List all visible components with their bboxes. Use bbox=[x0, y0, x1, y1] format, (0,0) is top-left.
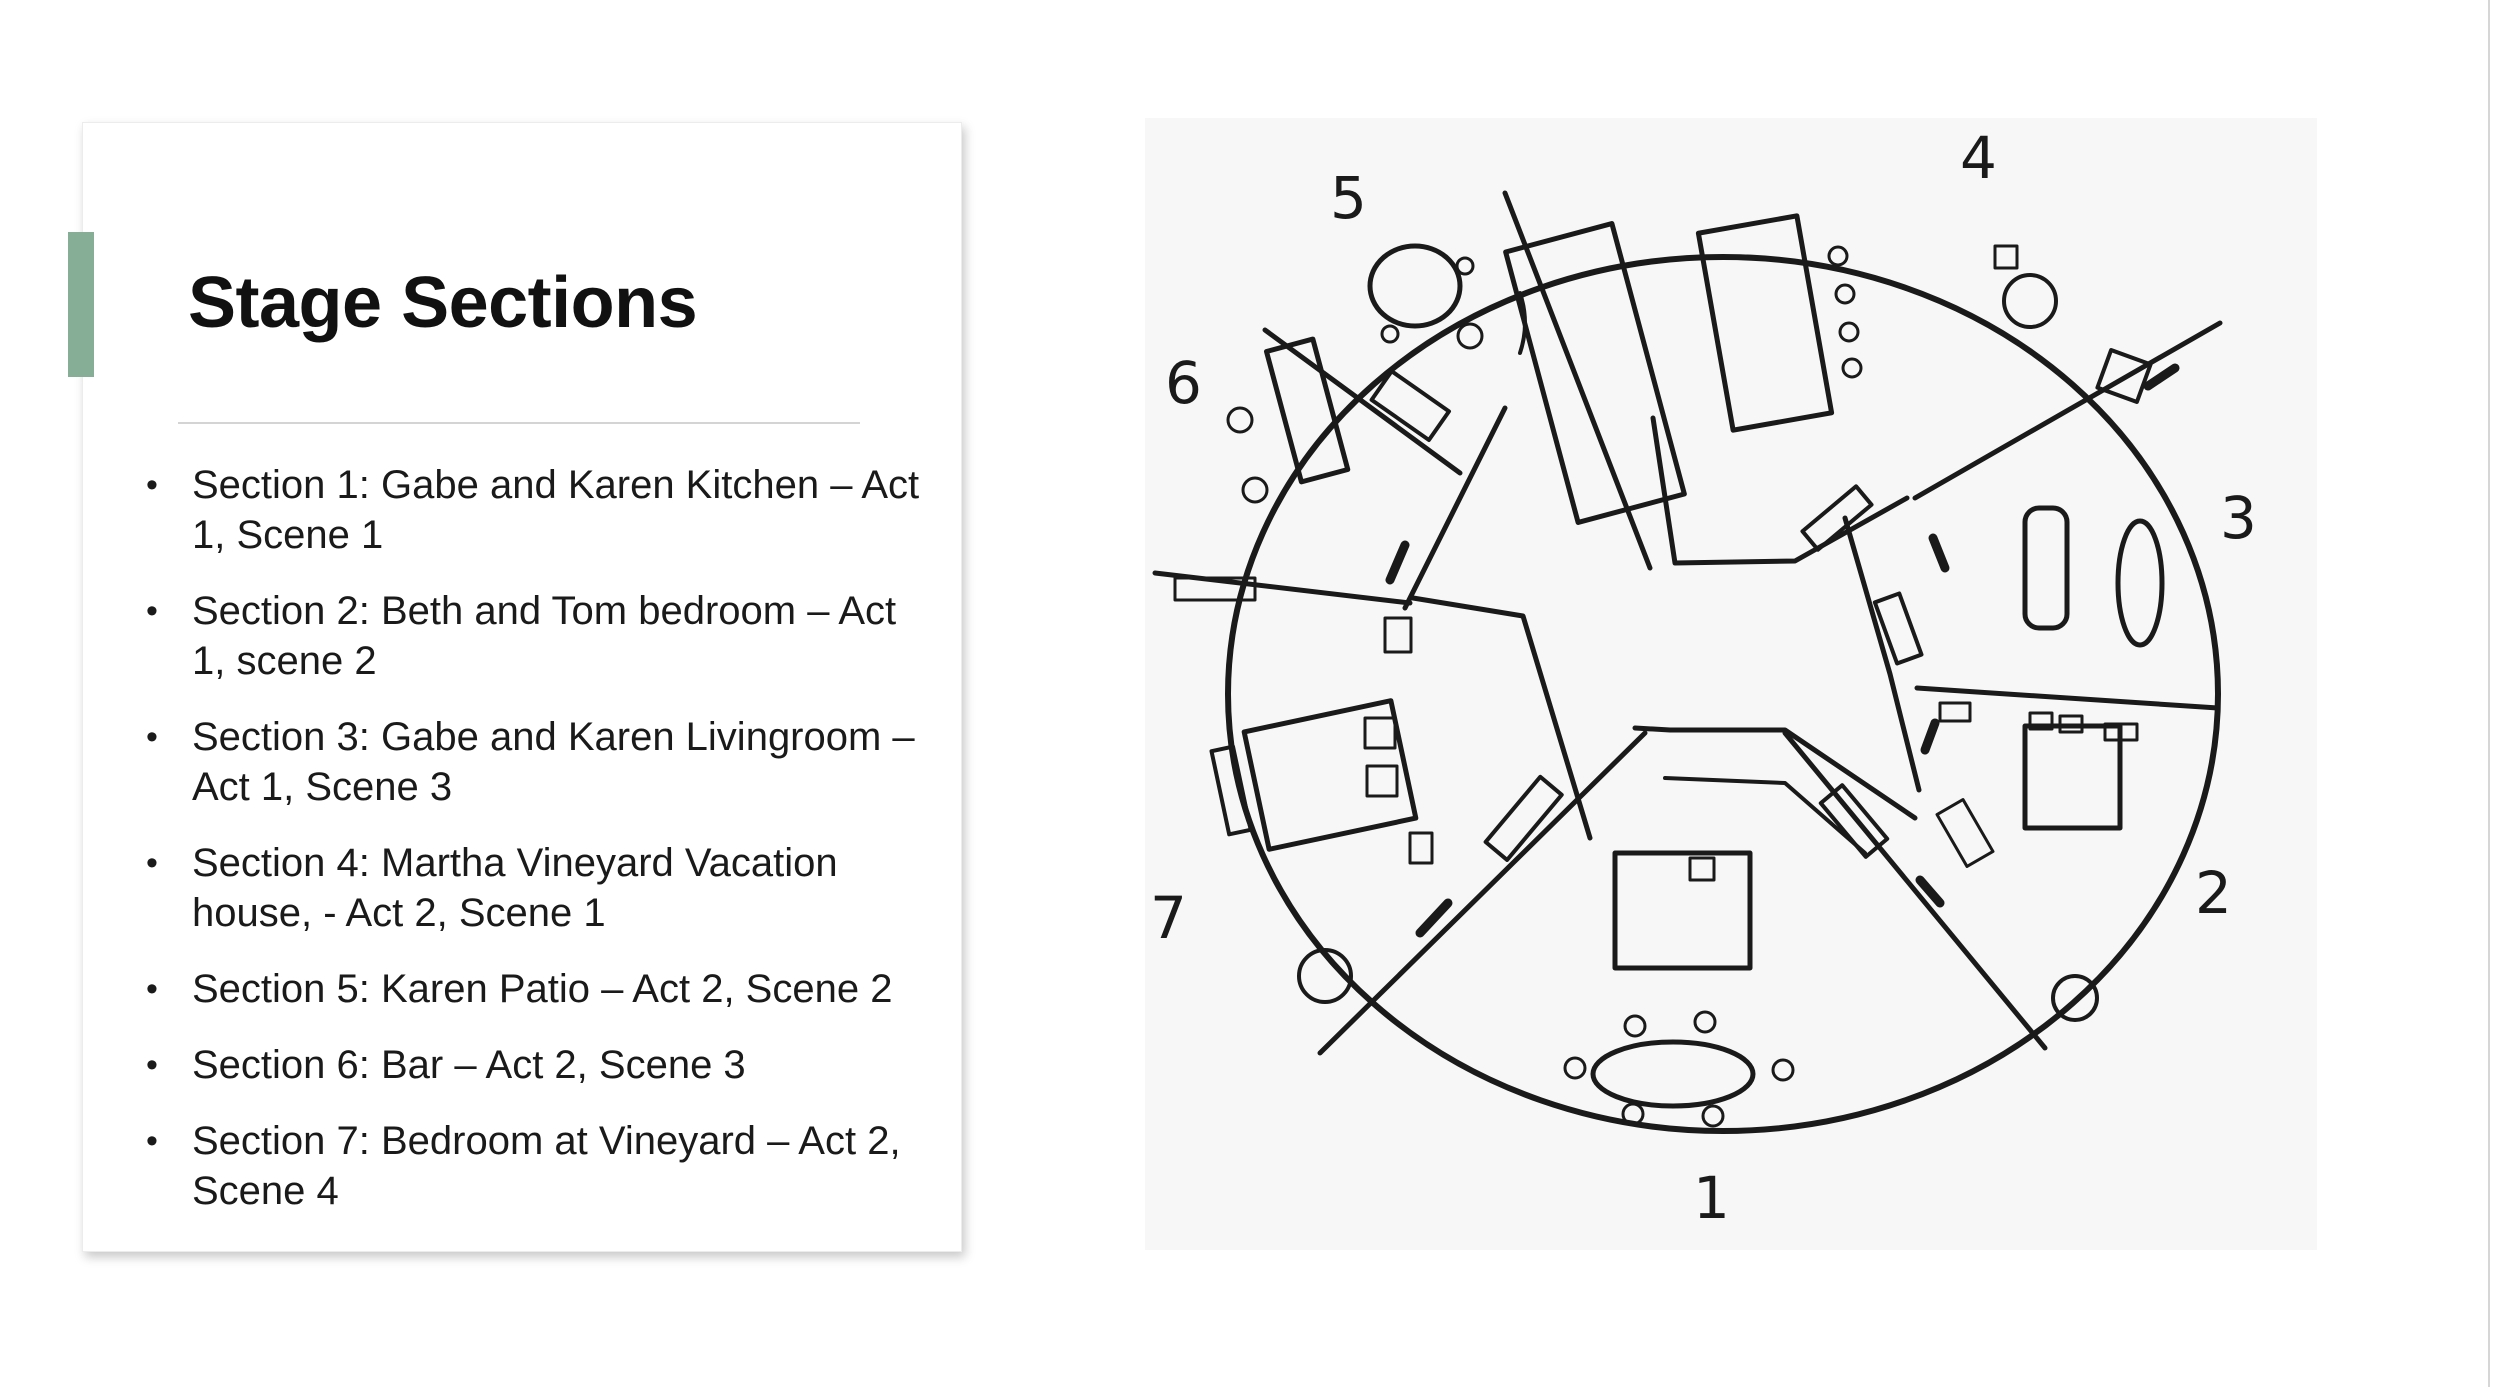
wall-1-7 bbox=[1320, 733, 1645, 1053]
window-edge bbox=[2488, 0, 2490, 1387]
center-wall-bottom bbox=[1635, 728, 1915, 818]
section-text: Section 7: Bedroom at Vineyard – Act 2, Scene 4 bbox=[192, 1119, 901, 1213]
bed-section7 bbox=[1244, 701, 1416, 850]
bullet-icon: • bbox=[146, 1046, 158, 1084]
bullet-icon: • bbox=[146, 844, 158, 882]
bullet-icon: • bbox=[146, 1122, 158, 1160]
section-text: Section 3: Gabe and Karen Livingroom – Act 1, Scene 3 bbox=[192, 715, 915, 809]
title-accent-bar bbox=[68, 232, 94, 377]
sofa bbox=[2025, 508, 2067, 628]
list-item bbox=[140, 1116, 930, 1216]
section-number-1: 1 bbox=[1693, 1164, 1730, 1232]
kitchen-island bbox=[1615, 853, 1750, 968]
list-item bbox=[140, 964, 930, 1014]
section-text: Section 2: Beth and Tom bedroom – Act 1, scene 2 bbox=[192, 589, 897, 683]
list-item bbox=[140, 1040, 930, 1090]
vacation-table bbox=[1698, 216, 1831, 430]
section-text: Section 4: Martha Vineyard Vacation house, - Act 2, Scene 1 bbox=[192, 841, 838, 935]
kitchen-sink bbox=[1690, 858, 1714, 880]
slide-title: Stage Sections bbox=[188, 263, 698, 343]
coffee-table bbox=[2118, 521, 2162, 645]
bullet-icon: • bbox=[146, 970, 158, 1008]
wall-6-7 bbox=[1405, 408, 1505, 608]
section-number-2: 2 bbox=[2195, 859, 2232, 927]
section-number-4: 4 bbox=[1960, 124, 1997, 192]
list-item bbox=[140, 838, 930, 938]
patio-table bbox=[1370, 246, 1460, 326]
list-item bbox=[140, 586, 930, 686]
section-list bbox=[140, 460, 930, 1242]
bullet-icon: • bbox=[146, 718, 158, 756]
title-divider bbox=[178, 422, 860, 424]
center-wall-top bbox=[1653, 418, 1907, 563]
stage-plan-drawing bbox=[1145, 118, 2317, 1250]
list-item bbox=[140, 460, 930, 560]
section-text: Section 1: Gabe and Karen Kitchen – Act 1, Scene 1 bbox=[192, 463, 920, 557]
section-text: Section 5: Karen Patio – Act 2, Scene 2 bbox=[192, 967, 893, 1011]
section-number-5: 5 bbox=[1330, 164, 1367, 232]
bullet-icon: • bbox=[146, 466, 158, 504]
list-item bbox=[140, 712, 930, 812]
section-number-3: 3 bbox=[2220, 484, 2257, 552]
stage-sketch bbox=[1145, 118, 2317, 1250]
dining-table bbox=[1593, 1042, 1753, 1106]
section7-wall bbox=[1413, 598, 1590, 838]
bullet-icon: • bbox=[146, 592, 158, 630]
section-text: Section 6: Bar – Act 2, Scene 3 bbox=[192, 1043, 746, 1087]
section-number-6: 6 bbox=[1165, 349, 1202, 417]
section-number-7: 7 bbox=[1150, 884, 1187, 952]
wall-2-3 bbox=[1917, 688, 2218, 708]
section3-wall bbox=[1845, 518, 1919, 790]
wall-3-4 bbox=[1915, 323, 2220, 498]
